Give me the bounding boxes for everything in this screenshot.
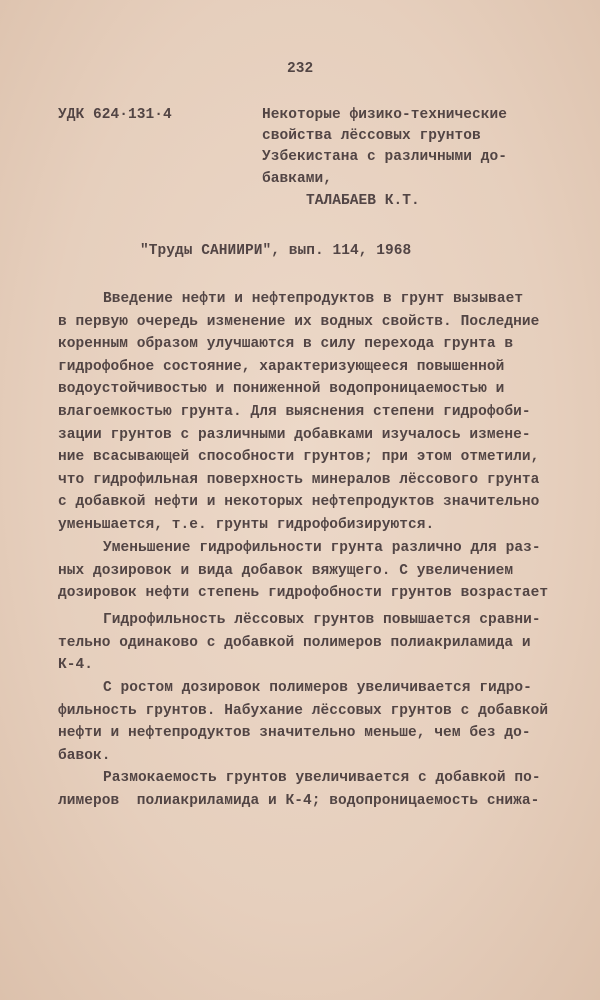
- title-line: свойства лёссовых грунтов: [262, 128, 481, 144]
- text-line: тельно одинаково с добавкой полимеров полиакриламида и: [58, 634, 531, 651]
- text-line: лимеров полиакриламида и К-4; водопроницаемость снижа-: [58, 792, 540, 809]
- text-line: Введение нефти и нефтепродуктов в грунт вызывает: [103, 291, 524, 307]
- title-line: бавками,: [262, 171, 333, 187]
- text-line: зации грунтов с различными добавками изучалось измене-: [58, 426, 531, 443]
- text-line: бавок.: [58, 747, 111, 764]
- text-line: в первую очередь изменение их водных свойств. Последние: [58, 313, 540, 330]
- text-line: дозировок нефти степень гидрофобности грунтов возрастает: [58, 585, 549, 602]
- text-line: К-4.: [58, 657, 94, 674]
- udc-code: УДК 624·131·4: [58, 107, 172, 123]
- text-line: уменьшается, т.е. грунты гидрофобизируются.: [58, 517, 435, 533]
- title-line: Некоторые физико-технические: [262, 107, 508, 123]
- text-line: водоустойчивостью и пониженной водопроницаемостью и: [58, 381, 505, 398]
- text-line: ных дозировок и вида добавок вяжущего. С увеличением: [58, 562, 514, 579]
- page-number: 232: [287, 61, 314, 77]
- text-line: Уменьшение гидрофильности грунта различно для раз-: [103, 540, 541, 556]
- text-line: коренным образом улучшаются в силу перехода грунта в: [58, 336, 514, 353]
- text-line: гидрофобное состояние, характеризующееся повышенной: [58, 358, 505, 375]
- text-line: фильность грунтов. Набухание лёссовых грунтов с добавкой: [58, 702, 549, 719]
- text-line: Гидрофильность лёссовых грунтов повышается сравни-: [103, 612, 541, 628]
- text-line: Размокаемость грунтов увеличивается с добавкой по-: [103, 770, 541, 786]
- text-line: ние всасывающей способности грунтов; при этом отметили,: [58, 449, 540, 466]
- text-line: с добавкой нефти и некоторых нефтепродуктов значительно: [58, 494, 540, 511]
- text-line: нефти и нефтепродуктов значительно меньше, чем без до-: [58, 725, 531, 742]
- text-line: что гидрофильная поверхность минералов лёссового грунта: [58, 471, 540, 488]
- author: ТАЛАБАЕВ К.Т.: [306, 193, 420, 209]
- title-line: Узбекистана с различными до-: [262, 149, 508, 165]
- journal-reference: "Труды САНИИРИ", вып. 114, 1968: [140, 243, 412, 259]
- text-line: С ростом дозировок полимеров увеличивается гидро-: [103, 680, 532, 696]
- text-line: влагоемкостью грунта. Для выяснения степени гидрофоби-: [58, 404, 531, 420]
